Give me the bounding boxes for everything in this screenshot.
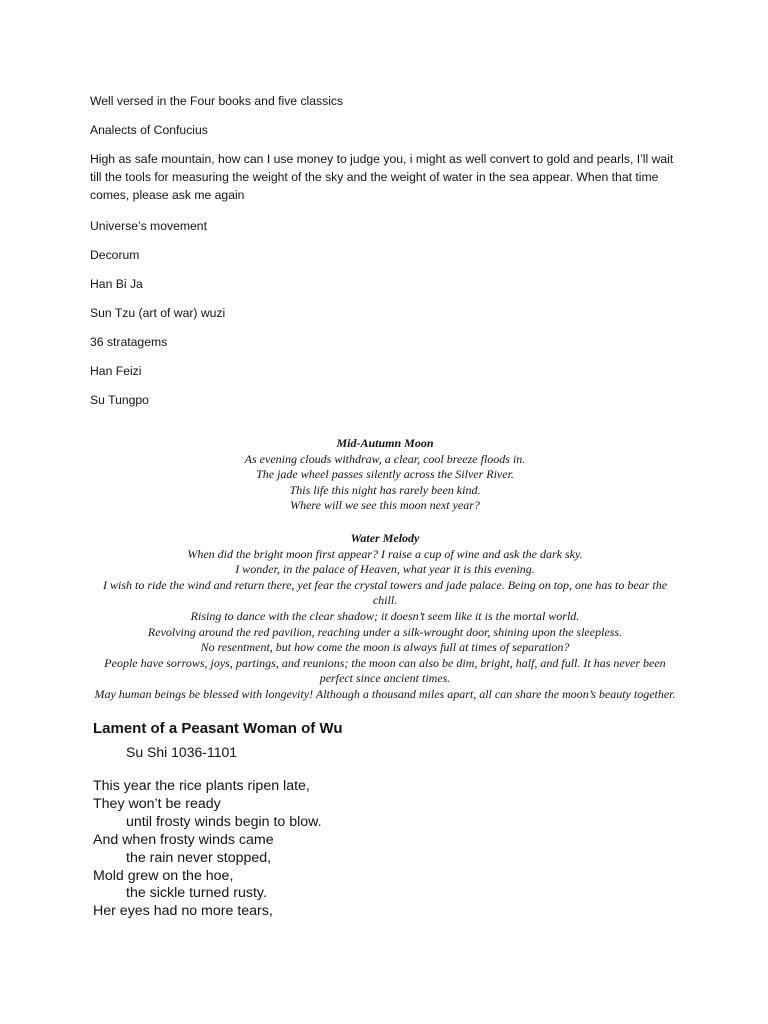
lament-title: Lament of a Peasant Woman of Wu (93, 720, 343, 737)
poem-water-melody (90, 531, 680, 703)
note-decorum: Decorum (90, 248, 140, 262)
lament-poem (93, 720, 342, 921)
poem-line: I wonder, in the palace of Heaven, what year it is this evening. (235, 562, 535, 577)
lament-line: Her eyes had no more tears, (93, 903, 273, 920)
note-safe-mountain: High as safe mountain, how can I use money to judge you, i might as well convert to gold and pearls, I’ll wait till the tools for measuring the weight of the sky and the weight of water in the sea appear. When that time comes, please ask me again (90, 152, 674, 202)
note-stratagems: 36 stratagems (90, 335, 168, 349)
poem-line: Rising to dance with the clear shadow; it doesn’t seem like it is the mortal world. (190, 608, 580, 623)
lament-line: the sickle turned rusty. (126, 885, 267, 902)
note-sun-tzu: Sun Tzu (art of war) wuzi (90, 306, 226, 320)
lament-line: Mold grew on the hoe, (93, 867, 234, 884)
poem-line: People have sorrows, joys, partings, and reunions; the moon can also be dim, bright, half, and full. It has never been perfect since ancient times. (104, 655, 666, 686)
lament-line: This year the rice plants ripen late, (93, 778, 310, 794)
note-han-bi-ja: Han Bi Ja (90, 277, 143, 291)
poem-line: May human beings be blessed with longevity! Although a thousand miles apart, all can share the moon’s beauty together. (94, 686, 676, 701)
poem-line: Revolving around the red pavilion, reaching under a silk-wrought door, shining upon the sleepless. (147, 624, 623, 639)
note-han-feizi: Han Feizi (90, 364, 142, 378)
lament-line: the rain never stopped, (126, 849, 272, 866)
poem-title: Water Melody (350, 531, 420, 545)
poem-line: The jade wheel passes silently across the Silver River. (256, 467, 514, 482)
lament-line: And when frosty winds came (93, 831, 274, 848)
poem-title: Mid-Autumn Moon (336, 436, 434, 450)
poem-line: As evening clouds withdraw, a clear, cool breeze floods in. (244, 451, 526, 466)
note-analects: Analects of Confucius (90, 123, 208, 137)
poem-line: Where will we see this moon next year? (290, 498, 480, 513)
poem-line: When did the bright moon first appear? I raise a cup of wine and ask the dark sky. (187, 546, 583, 561)
lament-line: They won’t be ready (93, 795, 221, 812)
note-su-tungpo: Su Tungpo (90, 393, 149, 407)
lament-author: Su Shi 1036-1101 (126, 744, 238, 760)
note-four-books: Well versed in the Four books and five classics (90, 94, 344, 108)
note-universe: Universe’s movement (90, 219, 207, 233)
poem-line: This life this night has rarely been kind. (289, 482, 481, 497)
lament-line: until frosty winds begin to blow. (126, 813, 322, 830)
lament-lines (93, 778, 342, 921)
poem-mid-autumn-moon (90, 436, 680, 514)
poem-line: I wish to ride the wind and return there, yet fear the crystal towers and jade palace. Being on top, one has to bear the chill. (102, 577, 668, 608)
poem-line: No resentment, but how come the moon is always full at times of separation? (200, 640, 570, 655)
